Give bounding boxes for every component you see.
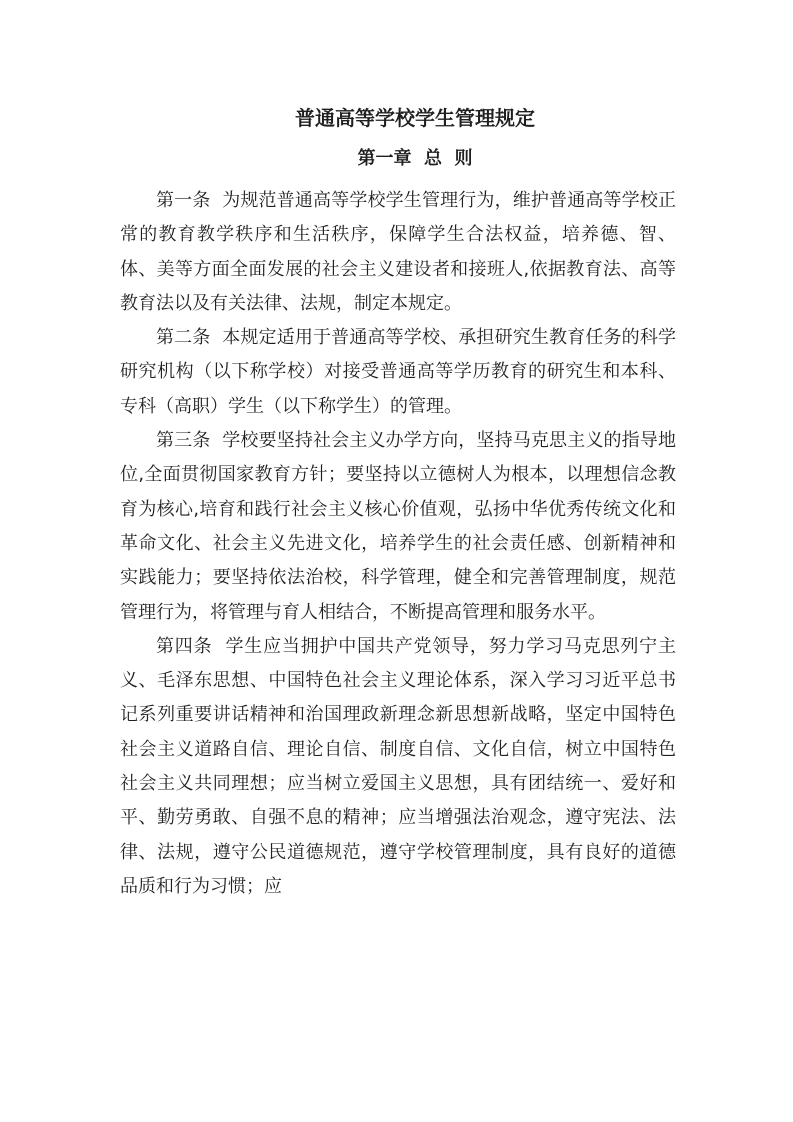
article-2-paragraph: 第二条 本规定适用于普通高等学校、承担研究生教育任务的科学研究机构（以下称学校）对接受普通高等学历教育的研究生和本科、专科（高职）学生（以下称学生）的管理。 bbox=[120, 327, 676, 417]
article-4-paragraph: 第四条 学生应当拥护中国共产党领导，努力学习马克思列宁主义、毛泽东思想、中国特色社会主义理论体系，深入学习习近平总书记系列重要讲话精神和治国理政新理念新思想新战略，坚定中国特色社会主义道路自信、理论自信、制度自信、文化自信，树立中国特色社会主义共同理想；应当树立爱国主义思想，具有团结统一、爱好和平、勤劳勇敢、自强不息的精神；应当增强法治观念，遵守宪法、法律、法规，遵守公民道德规范，遵守学校管理制度，具有良好的道德品质和行为习惯；应 bbox=[120, 635, 676, 897]
document-title: 普通高等学校学生管理规定 bbox=[295, 106, 535, 130]
article-3-paragraph: 第三条 学校要坚持社会主义办学方向，坚持马克思主义的指导地位,全面贯彻国家教育方针；要坚持以立德树人为根本，以理想信念教育为核心,培育和践行社会主义核心价值观，弘扬中华优秀传统文化和革命文化、社会主义先进文化，培养学生的社会责任感、创新精神和实践能力；要坚持依法治校，科学管理，健全和完善管理制度，规范管理行为，将管理与育人相结合，不断提高管理和服务水平。 bbox=[120, 430, 676, 623]
document-body bbox=[120, 184, 676, 904]
article-1-paragraph: 第一条 为规范普通高等学校学生管理行为，维护普通高等学校正常的教育教学秩序和生活秩序，保障学生合法权益，培养德、智、体、美等方面全面发展的社会主义建设者和接班人,依据教育法、高等教育法以及有关法律、法规，制定本规定。 bbox=[120, 190, 676, 314]
chapter-heading: 第一章 总 则 bbox=[357, 148, 473, 169]
